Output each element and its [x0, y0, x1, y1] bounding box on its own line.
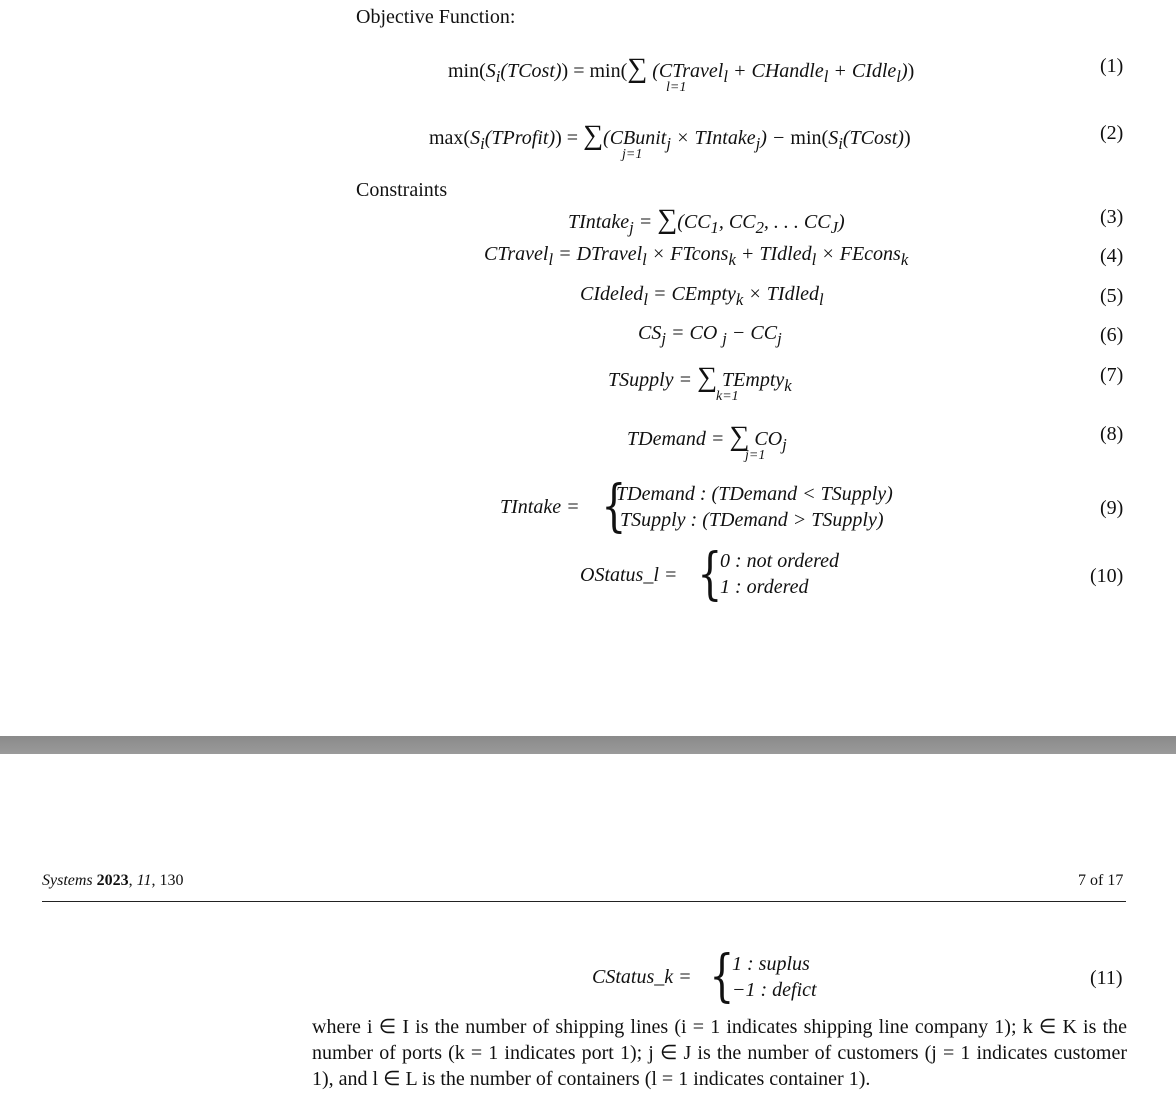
equation-6: $CS_j$ = CO $_j - CC_j$ — [638, 322, 782, 348]
equation-10-case-1: 0 : not ordered — [720, 550, 840, 572]
equation-9-brace: { — [601, 474, 627, 539]
equation-11-brace: { — [709, 944, 735, 1009]
equation-3-number: (3) — [1100, 206, 1124, 228]
constraints-heading: Constraints — [356, 179, 448, 201]
equation-9-lhs: TIntake = — [500, 496, 580, 518]
equation-10-number: (10) — [1090, 565, 1124, 587]
equation-3: TIntake$_j$ = $\sum(CC_1$, $CC_2$, . . . $CC_J$) — [568, 204, 845, 237]
equation-11-lhs: CStatus_k = — [592, 966, 692, 988]
equation-9-case-2: TSupply : (TDemand > TSupply) — [620, 509, 884, 531]
body-paragraph: where i ∈ I is the number of shipping lines (i = 1 indicates shipping line company 1); k ∈ K is the number of ports (k = 1 indicates port 1); j ∈ J is the number of customers (j = 1 indicates customer 1), and l ∈ L is the number of containers (l = 1 indicates container 1). — [312, 1016, 1127, 1090]
equation-10-brace: { — [697, 542, 723, 607]
equation-2-subscript: j=1 — [622, 147, 643, 162]
equation-8: TDemand = ∑ $CO_j$ — [627, 421, 787, 454]
journal-year: 2023 — [96, 872, 129, 889]
equation-1-subscript: l=1 — [666, 80, 687, 95]
page-number: 7 of 17 — [1078, 872, 1124, 889]
equation-8-number: (8) — [1100, 423, 1124, 445]
equation-7-number: (7) — [1100, 364, 1124, 386]
equation-11-case-2: −1 : defict — [732, 979, 817, 1001]
article-number: 130 — [159, 872, 184, 889]
equation-11-number: (11) — [1090, 967, 1123, 989]
equation-6-number: (6) — [1100, 324, 1124, 346]
journal-name: Systems — [42, 872, 93, 889]
equation-10-case-2: 1 : ordered — [720, 576, 809, 598]
equation-5: CIdeled$_l$ = CEmpty$_k$ × TIdled$_l$ — [580, 283, 824, 309]
equation-9-number: (9) — [1100, 497, 1124, 519]
journal-volume: 11 — [136, 872, 152, 889]
equation-7: TSupply = ∑ TEmpty$_k$ — [608, 362, 792, 395]
page-separator — [0, 736, 1176, 754]
equation-4-number: (4) — [1100, 245, 1124, 267]
equation-11-case-1: 1 : suplus — [732, 953, 810, 975]
equation-10-lhs: OStatus_l = — [580, 564, 678, 586]
equation-2-number: (2) — [1100, 122, 1124, 144]
equation-1-number: (1) — [1100, 55, 1124, 77]
equation-4: CTravel$_l$ = DTravel$_l$ × FTcons$_k$ + TIdled$_l$ × FEcons$_k$ — [484, 243, 909, 269]
equation-7-subscript: k=1 — [716, 389, 739, 404]
equation-1: $\min(S_i(TCost)) = \min(\sum$ (CTravel$_l$ + CHandle$_l$ + CIdle$_l$)) — [448, 53, 915, 86]
equation-2: $\max(S_i(TProfit))$ = ∑(CBunit$_j$ × TIntake$_j$) − $\min(S_i(TCost))$ — [429, 120, 911, 153]
equation-9-case-1: TDemand : (TDemand < TSupply) — [616, 483, 893, 505]
objective-heading: Objective Function: — [356, 6, 516, 28]
running-header-citation: Systems 2023, 11, 130 — [42, 872, 184, 889]
equation-8-subscript: j=1 — [745, 448, 766, 463]
header-rule — [42, 901, 1126, 902]
equation-5-number: (5) — [1100, 285, 1124, 307]
